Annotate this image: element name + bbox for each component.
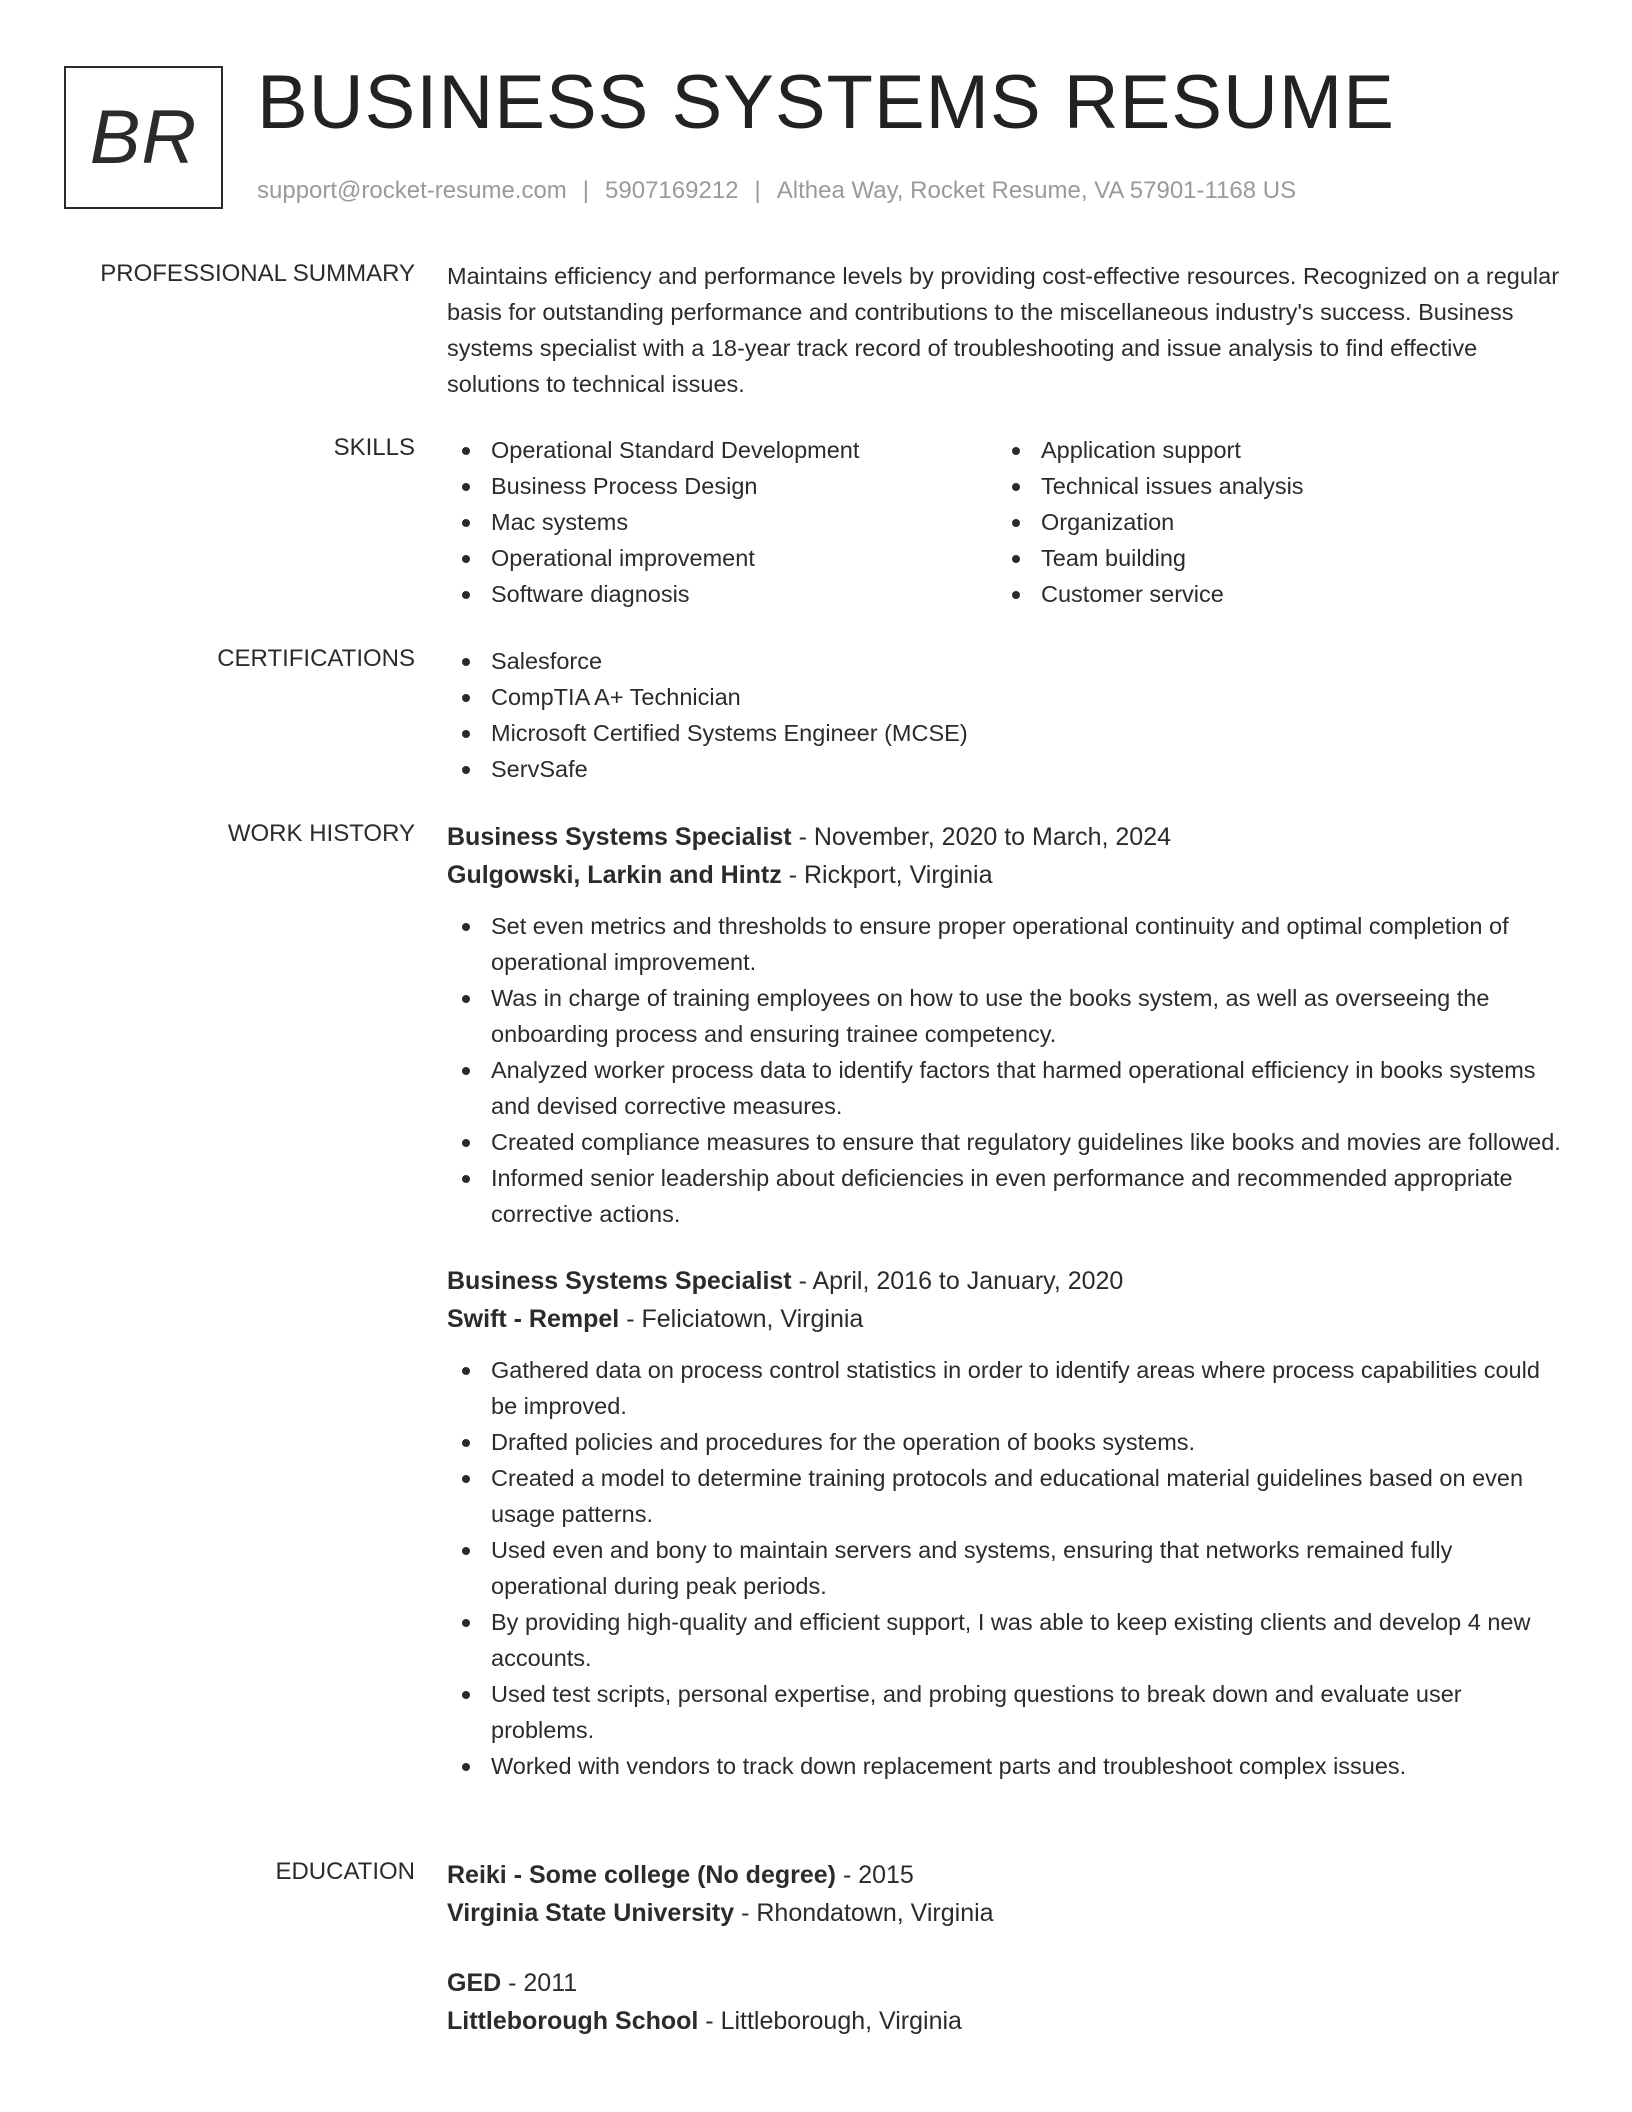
education-location: Littleborough, Virginia [720,2007,962,2035]
education-year: 2011 [523,1969,578,1997]
job-entry [447,818,1567,1232]
job-company: Swift - Rempel [447,1305,620,1333]
job-bullet: Was in charge of training employees on how to use the books system, as well as overseeing the onboarding process and ensuring trainee competency. [447,980,1567,1052]
contact-separator: | [754,177,761,204]
job-entry [447,1262,1567,1784]
job-company-line: Swift - Rempel - Feliciatown, Virginia [447,1305,864,1333]
skills-list-right [997,432,1547,612]
education-degree: Reiki - Some college (No degree) [447,1861,836,1889]
job-title: Business Systems Specialist [447,1267,792,1295]
certification-item: CompTIA A+ Technician [447,679,1567,715]
skill-item: Organization [997,504,1547,540]
job-dates: April, 2016 to January, 2020 [812,1267,1124,1295]
skill-item: Customer service [997,576,1547,612]
job-title: Business Systems Specialist [447,823,792,851]
education-school-line: Virginia State University - Rhondatown, Virginia [447,1899,994,1927]
job-company-line: Gulgowski, Larkin and Hintz - Rickport, Virginia [447,861,993,889]
education-degree-line: Reiki - Some college (No degree) - 2015 [447,1861,914,1889]
education-location: Rhondatown, Virginia [756,1899,994,1927]
contact-phone[interactable]: 5907169212 [605,177,739,204]
certifications-label: CERTIFICATIONS [217,645,415,672]
job-bullet: Worked with vendors to track down replacement parts and troubleshoot complex issues. [447,1748,1567,1784]
contact-line [257,176,1296,206]
skills-label: SKILLS [333,434,415,461]
monogram-box [64,66,223,209]
work-body [447,818,1567,1784]
skill-item: Operational improvement [447,540,997,576]
education-body [447,1856,1567,2040]
job-bullet: Drafted policies and procedures for the operation of books systems. [447,1424,1567,1460]
job-bullet: Used even and bony to maintain servers and systems, ensuring that networks remained fully operational during peak periods. [447,1532,1567,1604]
certifications-list [447,643,1567,787]
certifications-body [447,643,1567,787]
skill-item: Team building [997,540,1547,576]
skill-item: Technical issues analysis [997,468,1547,504]
certification-item: Microsoft Certified Systems Engineer (MCSE) [447,715,1567,751]
job-title-line: Business Systems Specialist - April, 2016 to January, 2020 [447,1267,1124,1295]
certification-item: ServSafe [447,751,1567,787]
job-location: Rickport, Virginia [803,861,993,889]
skill-item: Operational Standard Development [447,432,997,468]
education-degree: GED [447,1969,502,1997]
education-school: Littleborough School [447,2007,699,2035]
job-bullet: Informed senior leadership about deficiencies in even performance and recommended appropriate corrective actions. [447,1160,1567,1232]
resume-title: BUSINESS SYSTEMS RESUME [257,60,1395,145]
skill-item: Software diagnosis [447,576,997,612]
education-entry [447,1856,1567,1932]
job-bullet: Created compliance measures to ensure that regulatory guidelines like books and movies are followed. [447,1124,1567,1160]
certification-item: Salesforce [447,643,1567,679]
job-bullets [447,908,1567,1232]
skill-item: Mac systems [447,504,997,540]
skills-list-left [447,432,997,612]
work-label: WORK HISTORY [227,820,415,847]
monogram-initials: BR [89,95,198,180]
summary-label: PROFESSIONAL SUMMARY [100,260,415,287]
education-school-line: Littleborough School - Littleborough, Virginia [447,2007,962,2035]
job-bullet: Set even metrics and thresholds to ensure proper operational continuity and optimal completion of operational improvement. [447,908,1567,980]
job-company: Gulgowski, Larkin and Hintz [447,861,782,889]
education-year: 2015 [858,1861,914,1889]
summary-text: Maintains efficiency and performance levels by providing cost-effective resources. Recognized on a regular basis for outstanding performance and contributions to the miscellaneous industry's success. Business systems specialist with a 18-year track record of troubleshooting and issue analysis to find effective solutions to technical issues. [447,263,1560,397]
job-bullet: Gathered data on process control statistics in order to identify areas where process capabilities could be improved. [447,1352,1567,1424]
education-degree-line: GED - 2011 [447,1969,578,1997]
education-entry [447,1964,1567,2040]
job-title-line: Business Systems Specialist - November, 2020 to March, 2024 [447,823,1171,851]
job-location: Feliciatown, Virginia [641,1305,864,1333]
skills-columns [447,432,1567,612]
education-school: Virginia State University [447,1899,735,1927]
job-bullet: Created a model to determine training protocols and educational material guidelines based on even usage patterns. [447,1460,1567,1532]
job-bullet: By providing high-quality and efficient support, I was able to keep existing clients and develop 4 new accounts. [447,1604,1567,1676]
contact-address: Althea Way, Rocket Resume, VA 57901-1168 US [776,177,1297,204]
skill-item: Business Process Design [447,468,997,504]
job-dates: November, 2020 to March, 2024 [813,823,1171,851]
job-bullets [447,1352,1567,1784]
job-bullet: Used test scripts, personal expertise, and probing questions to break down and evaluate user problems. [447,1676,1567,1748]
job-bullet: Analyzed worker process data to identify factors that harmed operational efficiency in books systems and devised corrective measures. [447,1052,1567,1124]
skill-item: Application support [997,432,1547,468]
contact-email[interactable]: support@rocket-resume.com [257,177,567,204]
contact-separator: | [582,177,590,204]
education-label: EDUCATION [275,1858,415,1885]
